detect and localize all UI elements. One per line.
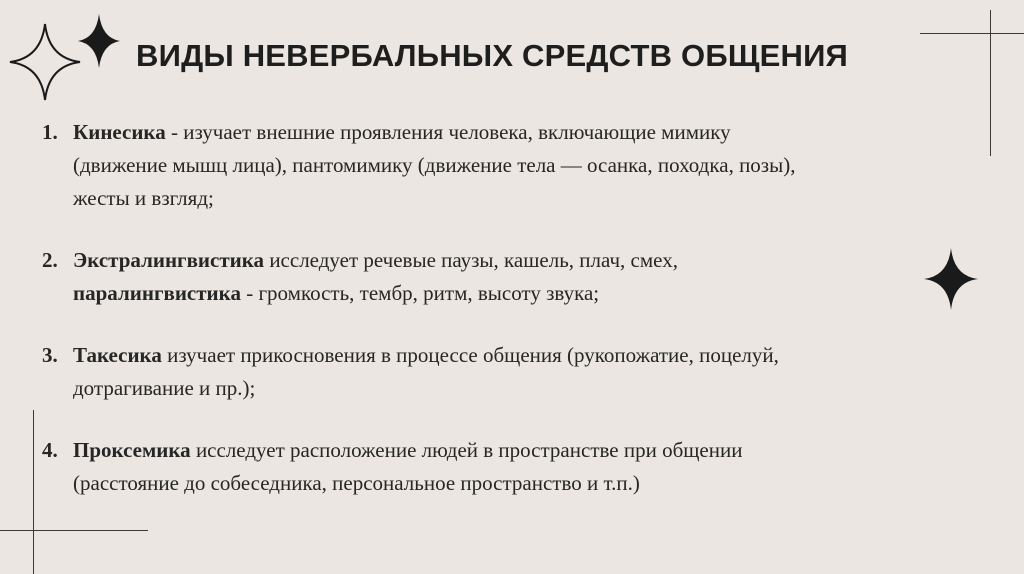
item-number: 2. bbox=[42, 248, 58, 272]
bottom-left-horizontal-line bbox=[0, 530, 148, 531]
definition-text: (расстояние до собеседника, персональное пространство и т.п.) bbox=[73, 471, 640, 495]
nonverbal-means-list bbox=[42, 116, 972, 529]
item-line bbox=[73, 434, 972, 467]
item-line bbox=[73, 116, 972, 149]
term-extralinguistics: Экстралингвистика bbox=[73, 248, 265, 272]
term-takesics: Такесика bbox=[73, 343, 162, 367]
item-text bbox=[73, 434, 972, 500]
item-text bbox=[73, 116, 972, 215]
definition-text: изучает прикосновения в процессе общения (рукопожатие, поцелуй, bbox=[161, 343, 779, 367]
list-item bbox=[42, 244, 972, 310]
item-text bbox=[73, 339, 972, 405]
item-line bbox=[73, 277, 972, 310]
item-number: 4. bbox=[42, 438, 58, 462]
list-item bbox=[42, 434, 972, 500]
definition-text: исследует расположение людей в пространстве при общении bbox=[190, 438, 743, 462]
bottom-left-vertical-line bbox=[33, 410, 34, 574]
definition-text: - изучает внешние проявления человека, включающие мимику bbox=[165, 120, 731, 144]
item-number: 3. bbox=[42, 343, 58, 367]
term-paralinguistics: паралингвистика bbox=[73, 281, 241, 305]
sparkle-outline-icon bbox=[8, 22, 82, 102]
term-kinesics: Кинесика bbox=[73, 120, 166, 144]
definition-text: - громкость, тембр, ритм, высоту звука; bbox=[240, 281, 600, 305]
definition-text: дотрагивание и пр.); bbox=[73, 376, 256, 400]
item-line bbox=[73, 467, 972, 500]
sparkle-filled-icon bbox=[78, 14, 120, 68]
item-number: 1. bbox=[42, 120, 58, 144]
item-line bbox=[73, 182, 972, 215]
term-proxemics: Проксемика bbox=[73, 438, 191, 462]
list-item bbox=[42, 116, 972, 215]
item-text bbox=[73, 244, 972, 310]
item-line bbox=[73, 339, 972, 372]
definition-text: исследует речевые паузы, кашель, плач, смех, bbox=[264, 248, 678, 272]
definition-text: (движение мышц лица), пантомимику (движение тела — осанка, походка, позы), bbox=[73, 153, 796, 177]
item-line bbox=[73, 149, 972, 182]
item-line bbox=[73, 244, 972, 277]
item-line bbox=[73, 372, 972, 405]
definition-text: жесты и взгляд; bbox=[73, 186, 214, 210]
top-right-vertical-line bbox=[990, 10, 991, 156]
top-right-horizontal-line bbox=[920, 33, 1024, 34]
list-item bbox=[42, 339, 972, 405]
slide-title: ВИДЫ НЕВЕРБАЛЬНЫХ СРЕДСТВ ОБЩЕНИЯ bbox=[136, 38, 849, 73]
